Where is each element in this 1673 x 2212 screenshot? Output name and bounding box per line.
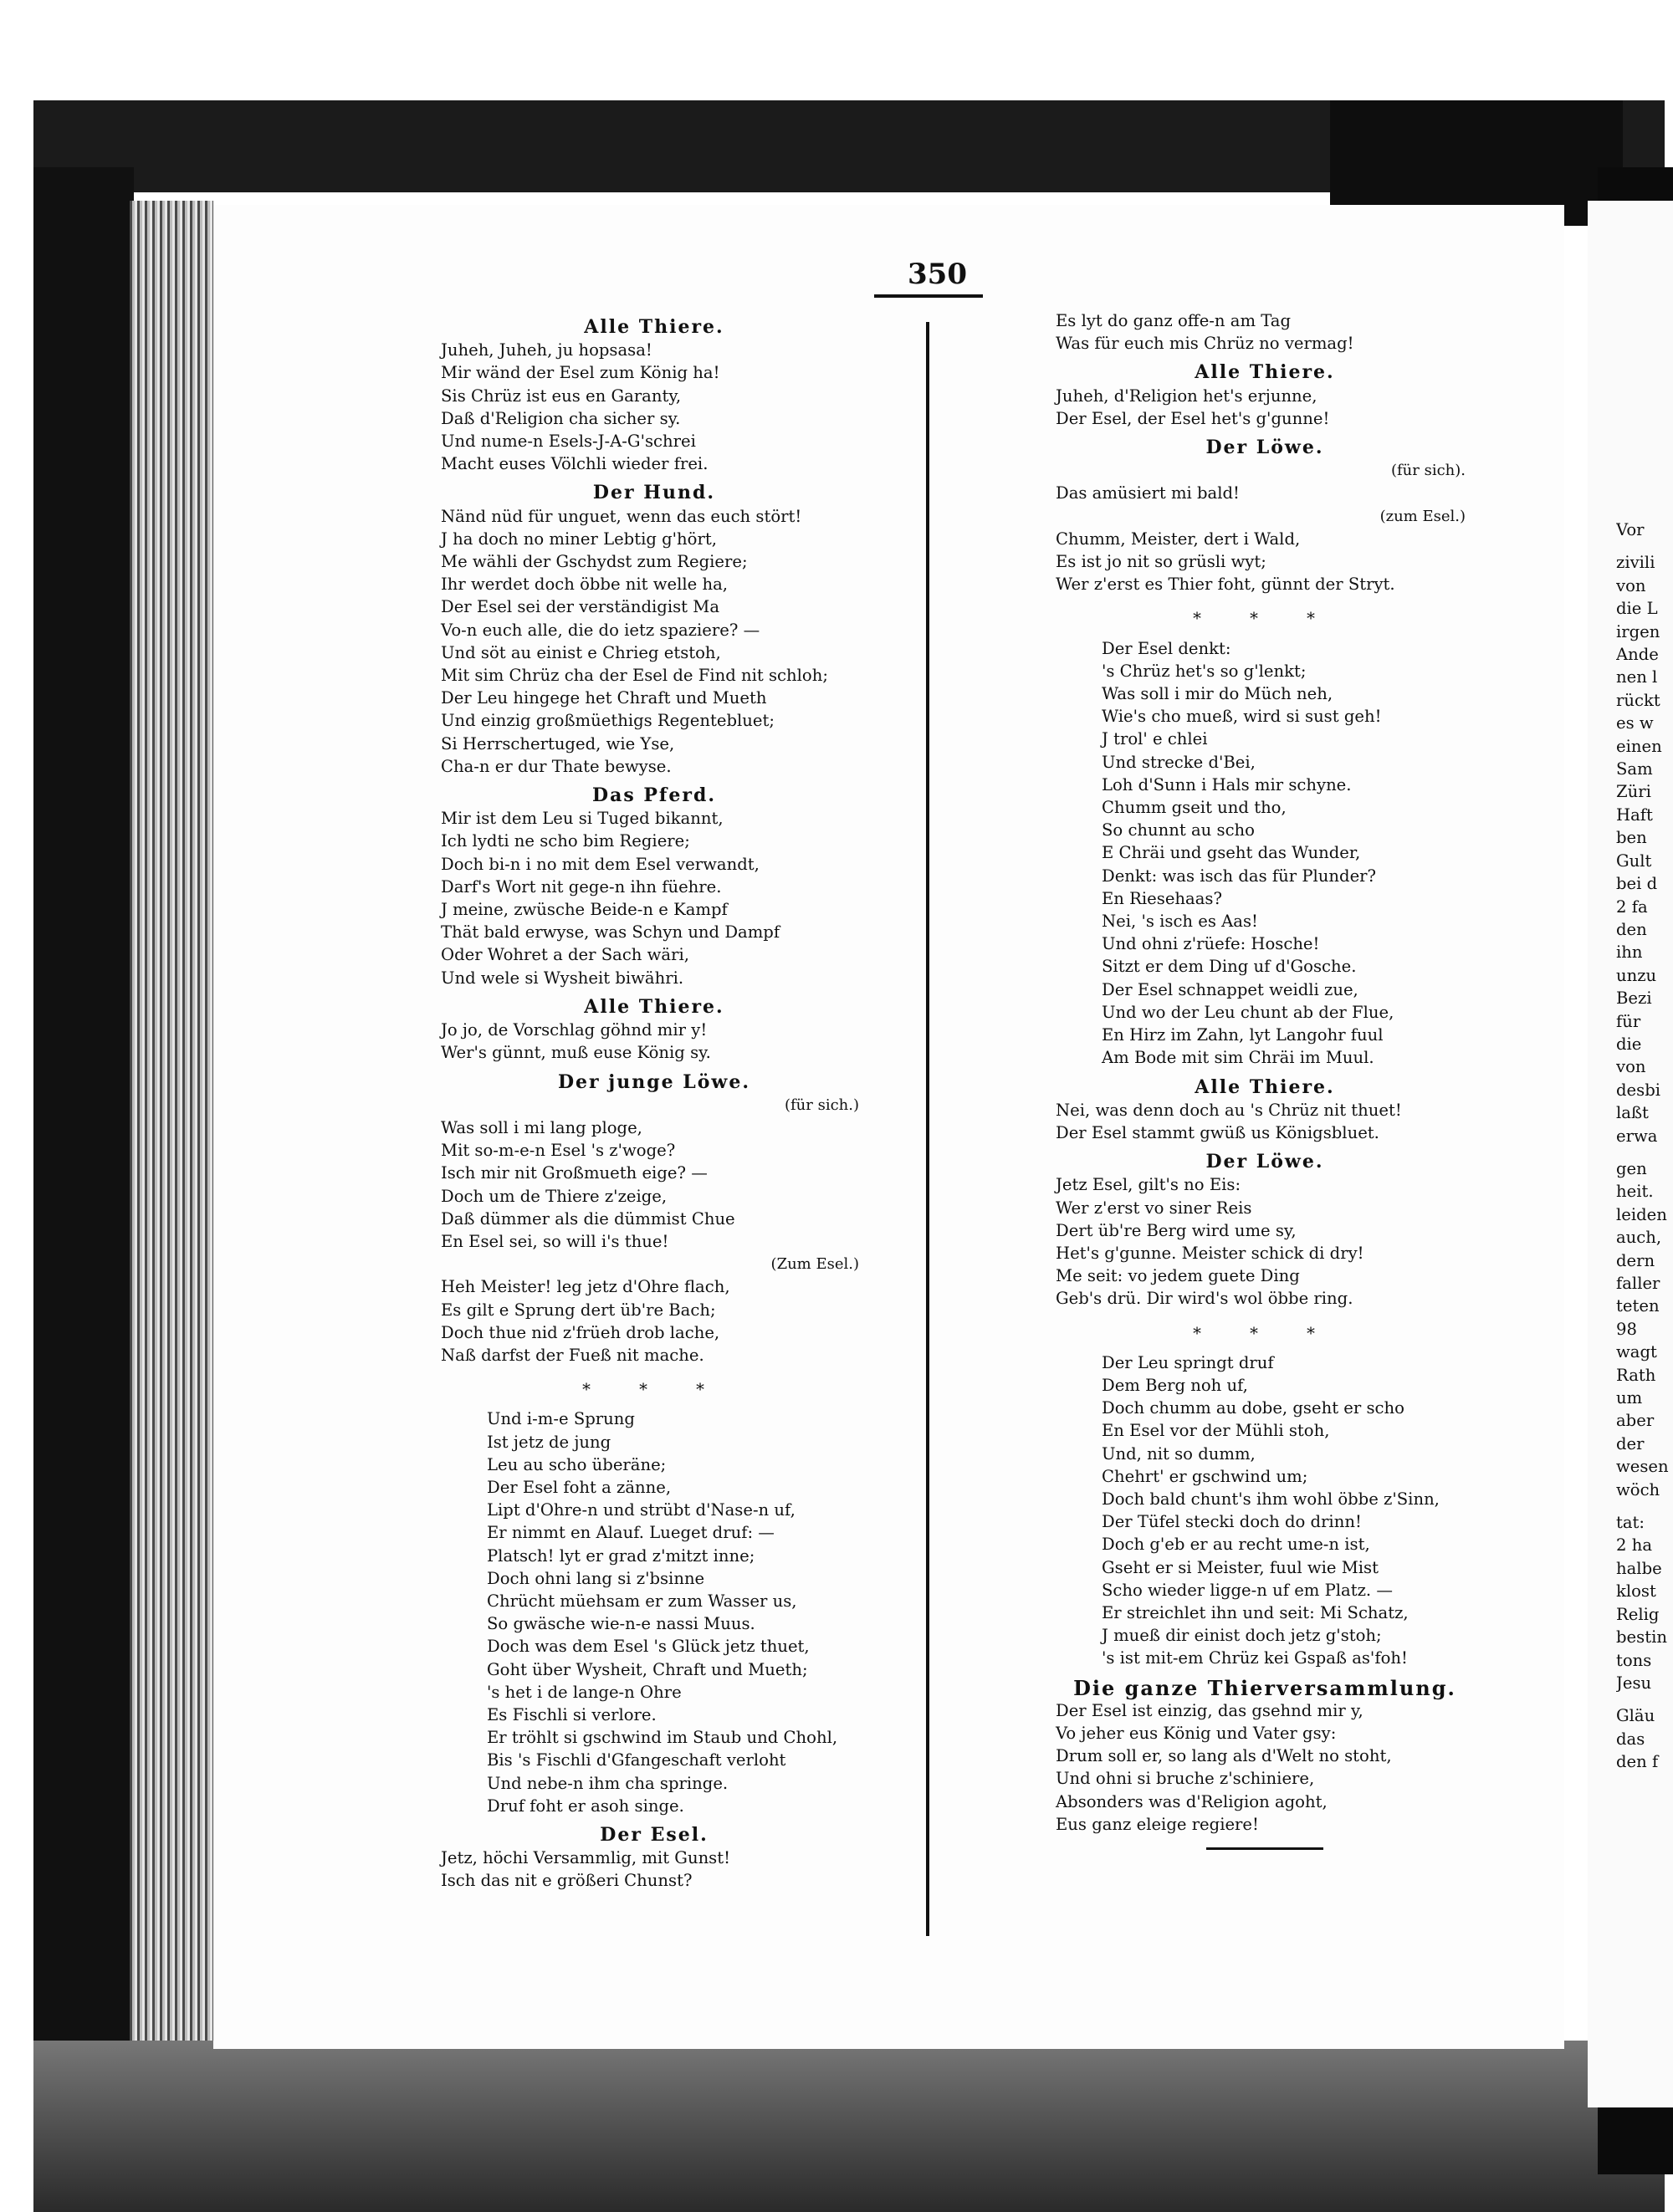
verse-line: Und ohni z'rüefe: Hosche! bbox=[1102, 934, 1320, 954]
verse-line: Geb's drü. Dir wird's wol öbbe ring. bbox=[1056, 1289, 1353, 1309]
verse-line: 's Chrüz het's so g'lenkt; bbox=[1102, 661, 1307, 681]
facing-page-fragment: laßt bbox=[1616, 1103, 1649, 1123]
verse-line: 's ist mit-em Chrüz kei Gspaß as'foh! bbox=[1102, 1648, 1408, 1668]
verse-line: Lipt d'Ohre-n und strübt d'Nase-n uf, bbox=[487, 1500, 796, 1520]
facing-page-fragment: der bbox=[1616, 1433, 1645, 1453]
verse-line: Nänd nüd für unguet, wenn das euch stört! bbox=[441, 506, 802, 526]
book-page-edges bbox=[130, 201, 213, 2057]
verse-line: Der Leu hingege het Chraft und Mueth bbox=[441, 688, 767, 708]
verse-line: Und strecke d'Bei, bbox=[1102, 752, 1256, 772]
verse-line: Es lyt do ganz offe-n am Tag bbox=[1056, 311, 1292, 330]
verse-line: Ich lydti ne scho bim Regiere; bbox=[441, 831, 690, 851]
verse-line: Scho wieder ligge-n uf em Platz. — bbox=[1102, 1580, 1393, 1600]
verse-line: Der Leu springt druf bbox=[1102, 1352, 1274, 1372]
verse-line: Der Esel stammt gwüß us Königsbluet. bbox=[1056, 1122, 1379, 1142]
verse-line: Goht über Wysheit, Chraft und Mueth; bbox=[487, 1659, 808, 1679]
verse-line: Gseht er si Meister, fuul wie Mist bbox=[1102, 1557, 1379, 1577]
verse-line: Der Esel sei der verständigist Ma bbox=[441, 597, 720, 617]
verse-line: Dem Berg noh uf, bbox=[1102, 1375, 1248, 1395]
verse-line: Und ohni si bruche z'schiniere, bbox=[1056, 1769, 1315, 1789]
verse-line: En Esel vor der Mühli stoh, bbox=[1102, 1421, 1330, 1441]
facing-page-fragment: gen bbox=[1616, 1158, 1647, 1178]
verse-line: Und nebe-n ihm cha springe. bbox=[487, 1773, 729, 1793]
verse-line: 's het i de lange-n Ohre bbox=[487, 1682, 682, 1702]
verse-line: Si Herrschertuged, wie Yse, bbox=[441, 733, 675, 754]
verse-line: Juheh, Juheh, ju hopsasa! bbox=[441, 340, 652, 360]
verse-line: Er nimmt en Alauf. Lueget druf: — bbox=[487, 1523, 775, 1543]
verse-line: Isch das nit e größeri Chunst? bbox=[441, 1871, 693, 1891]
verse-line: So gwäsche wie-n-e nassi Muus. bbox=[487, 1614, 755, 1634]
verse-line: Jo jo, de Vorschlag göhnd mir y! bbox=[441, 1020, 708, 1040]
speaker-heading: Alle Thiere. bbox=[1195, 361, 1335, 384]
page-number: 350 bbox=[908, 258, 967, 291]
facing-page-fragment: Gult bbox=[1616, 851, 1652, 871]
facing-page-fragment: das bbox=[1616, 1729, 1645, 1749]
verse-line: Mit sim Chrüz cha der Esel de Find nit schloh; bbox=[441, 666, 828, 686]
verse-line: Ist jetz de jung bbox=[487, 1432, 611, 1452]
verse-line: En Hirz im Zahn, lyt Langohr fuul bbox=[1102, 1025, 1384, 1045]
verse-line: Naß darfst der Fueß nit mache. bbox=[441, 1345, 704, 1365]
verse-line: Wer's günnt, muß euse König sy. bbox=[441, 1043, 711, 1063]
facing-page-fragment: rückt bbox=[1616, 690, 1660, 710]
verse-line: Und einzig großmüethigs Regentebluet; bbox=[441, 711, 775, 731]
right-text-column bbox=[1056, 309, 1474, 1850]
verse-line: Daß dümmer als die dümmist Chue bbox=[441, 1208, 735, 1229]
facing-page-fragment: teten bbox=[1616, 1296, 1660, 1316]
verse-line: Denkt: was isch das für Plunder? bbox=[1102, 866, 1377, 886]
verse-line: Leu au scho überäne; bbox=[487, 1454, 667, 1474]
verse-line: Platsch! lyt er grad z'mitzt inne; bbox=[487, 1545, 755, 1566]
facing-page-fragment: einen bbox=[1616, 736, 1662, 756]
verse-line: Druf foht er asoh singe. bbox=[487, 1796, 684, 1816]
facing-page-fragment: Bezi bbox=[1616, 989, 1652, 1009]
verse-line: Der Esel foht a zänne, bbox=[487, 1477, 672, 1497]
verse-line: Am Bode mit sim Chräi im Muul. bbox=[1102, 1048, 1374, 1068]
speaker-heading: Alle Thiere. bbox=[1195, 1075, 1335, 1098]
facing-page-fragment: von bbox=[1616, 1057, 1646, 1077]
verse-line: J mueß dir einist doch jetz g'stoh; bbox=[1102, 1626, 1382, 1646]
speaker-heading: Alle Thiere. bbox=[584, 316, 724, 338]
facing-page-fragment: dern bbox=[1616, 1250, 1655, 1270]
closing-rule bbox=[1206, 1847, 1323, 1850]
facing-page-fragment: Haft bbox=[1616, 805, 1653, 825]
verse-line: Es Fischli si verlore. bbox=[487, 1704, 657, 1724]
speaker-heading: Der Hund. bbox=[592, 482, 716, 504]
facing-page-fragment: den f bbox=[1616, 1752, 1659, 1772]
verse-line: Jetz, höchi Versammlig, mit Gunst! bbox=[441, 1848, 730, 1868]
verse-line: So chunnt au scho bbox=[1102, 820, 1255, 840]
verse-line: J meine, zwüsche Beide-n e Kampf bbox=[441, 900, 728, 920]
verse-line: Und nume-n Esels-J-A-G'schrei bbox=[441, 432, 696, 452]
verse-line: Me wähli der Gschydst zum Regiere; bbox=[441, 552, 748, 572]
verse-line: Was für euch mis Chrüz no vermag! bbox=[1056, 334, 1354, 354]
facing-page-fragment: Gläu bbox=[1616, 1706, 1655, 1726]
verse-line: Der Esel, der Esel het's g'gunne! bbox=[1056, 408, 1330, 428]
verse-line: Oder Wohret a der Sach wäri, bbox=[441, 945, 689, 965]
facing-page-fragment: Züri bbox=[1616, 782, 1651, 802]
speaker-heading: Der junge Löwe. bbox=[557, 1070, 751, 1093]
verse-line: Chehrt' er gschwind um; bbox=[1102, 1466, 1308, 1486]
speaker-heading: Die ganze Thierversammlung. bbox=[1073, 1675, 1456, 1700]
facing-page-fragment: unzu bbox=[1616, 965, 1657, 985]
verse-line: Und i-m-e Sprung bbox=[487, 1409, 635, 1429]
facing-page-fragment: ihn bbox=[1616, 943, 1643, 963]
facing-page-fragment: irgen bbox=[1616, 621, 1660, 641]
verse-line: Chumm gseit und tho, bbox=[1102, 798, 1287, 818]
facing-page-fragment: auch, bbox=[1616, 1228, 1662, 1248]
verse-line: Doch ohni lang si z'bsinne bbox=[487, 1568, 705, 1588]
verse-line: Er streichlet ihn und seit: Mi Schatz, bbox=[1102, 1602, 1409, 1622]
stage-direction: (zum Esel.) bbox=[1379, 507, 1466, 525]
verse-line: Daß d'Religion cha sicher sy. bbox=[441, 408, 681, 428]
verse-line: Und söt au einist e Chrieg etstoh, bbox=[441, 642, 721, 662]
verse-line: Juheh, d'Religion het's erjunne, bbox=[1056, 386, 1317, 406]
verse-line: Darf's Wort nit gege-n ihn füehre. bbox=[441, 876, 722, 897]
page-number-rule bbox=[874, 294, 983, 298]
verse-line: Wer z'erst vo siner Reis bbox=[1056, 1198, 1252, 1218]
verse-line: Er tröhlt si gschwind im Staub und Chohl, bbox=[487, 1728, 838, 1748]
verse-line: Vo-n euch alle, die do ietz spaziere? — bbox=[441, 620, 760, 640]
facing-page-fragment: klost bbox=[1616, 1581, 1656, 1602]
verse-line: Der Esel ist einzig, das gsehnd mir y, bbox=[1056, 1700, 1363, 1720]
speaker-heading: Der Löwe. bbox=[1205, 1151, 1324, 1173]
verse-line: Doch chumm au dobe, gseht er scho bbox=[1102, 1398, 1404, 1418]
facing-page-fragment: zivili bbox=[1616, 553, 1655, 573]
facing-page-fragment: Sam bbox=[1616, 759, 1653, 779]
facing-page-fragment: nen l bbox=[1616, 667, 1658, 687]
verse-line: Sis Chrüz ist eus en Garanty, bbox=[441, 386, 682, 406]
verse-line: Ihr werdet doch öbbe nit welle ha, bbox=[441, 575, 729, 595]
facing-page-fragment: Vor bbox=[1616, 520, 1645, 539]
verse-line: Absonders was d'Religion agoht, bbox=[1056, 1791, 1328, 1811]
verse-line: Es gilt e Sprung dert üb're Bach; bbox=[441, 1300, 716, 1320]
speaker-heading: Alle Thiere. bbox=[584, 995, 724, 1018]
section-stars: * * * bbox=[582, 1380, 726, 1400]
facing-page-fragment: 98 bbox=[1616, 1319, 1637, 1339]
verse-line: Doch bi-n i no mit dem Esel verwandt, bbox=[441, 854, 760, 874]
facing-page-fragment: halbe bbox=[1616, 1558, 1662, 1578]
facing-page-fragment: Jesu bbox=[1616, 1673, 1652, 1693]
verse-line: Sitzt er dem Ding uf d'Gosche. bbox=[1102, 957, 1357, 977]
facing-page-fragment: aber bbox=[1616, 1411, 1655, 1431]
verse-line: Isch mir nit Großmueth eige? — bbox=[441, 1163, 708, 1183]
book-spine-shadow bbox=[33, 167, 134, 2091]
verse-line: E Chräi und gseht das Wunder, bbox=[1102, 843, 1361, 863]
verse-line: Bis 's Fischli d'Gfangeschaft verloht bbox=[487, 1750, 786, 1770]
verse-line: Mir ist dem Leu si Tuged bikannt, bbox=[441, 809, 724, 829]
verse-line: En Riesehaas? bbox=[1102, 888, 1222, 908]
facing-page-text-fragments bbox=[1616, 519, 1673, 1774]
facing-page-fragment: Ande bbox=[1616, 645, 1659, 665]
speaker-heading: Das Pferd. bbox=[591, 784, 716, 807]
stage-direction: (Zum Esel.) bbox=[770, 1255, 859, 1274]
verse-line: Nei, 's isch es Aas! bbox=[1102, 912, 1258, 932]
verse-line: Der Esel denkt: bbox=[1102, 638, 1231, 658]
verse-line: Und, nit so dumm, bbox=[1102, 1443, 1256, 1464]
verse-line: Heh Meister! leg jetz d'Ohre flach, bbox=[441, 1277, 730, 1297]
facing-page-fragment: es w bbox=[1616, 713, 1654, 733]
facing-page-fragment: ben bbox=[1616, 828, 1647, 848]
facing-page-fragment: für bbox=[1616, 1011, 1641, 1031]
verse-line: Loh d'Sunn i Hals mir schyne. bbox=[1102, 774, 1352, 794]
facing-page-fragment: 2 ha bbox=[1616, 1535, 1652, 1556]
verse-line: Wie's cho mueß, wird si sust geh! bbox=[1102, 707, 1382, 727]
facing-page-fragment: wagt bbox=[1616, 1342, 1657, 1362]
verse-line: Me seit: vo jedem guete Ding bbox=[1056, 1266, 1300, 1286]
facing-page-fragment: tons bbox=[1616, 1650, 1652, 1670]
facing-page-fragment: Relig bbox=[1616, 1604, 1660, 1624]
verse-line: Dert üb're Berg wird ume sy, bbox=[1056, 1220, 1297, 1240]
verse-line: Mir wänd der Esel zum König ha! bbox=[441, 363, 720, 383]
verse-line: Wer z'erst es Thier foht, günnt der Stryt. bbox=[1056, 575, 1395, 595]
verse-line: Das amüsiert mi bald! bbox=[1056, 483, 1240, 503]
facing-page-fragment: faller bbox=[1616, 1274, 1660, 1293]
facing-page-fragment: leiden bbox=[1616, 1204, 1667, 1224]
facing-page-fragment: bei d bbox=[1616, 874, 1658, 894]
verse-line: Drum soll er, so lang als d'Welt no stoht, bbox=[1056, 1746, 1392, 1766]
facing-page-fragment: heit. bbox=[1616, 1182, 1654, 1202]
verse-line: J trol' e chlei bbox=[1102, 729, 1208, 749]
facing-page-fragment: tat: bbox=[1616, 1513, 1645, 1533]
verse-line: Vo jeher eus König und Vater gsy: bbox=[1056, 1723, 1337, 1743]
verse-line: Mit so-m-e-n Esel 's z'woge? bbox=[441, 1141, 676, 1161]
facing-page-fragment: von bbox=[1616, 575, 1646, 595]
verse-line: Doch g'eb er au recht ume-n ist, bbox=[1102, 1535, 1370, 1555]
section-stars: * * * bbox=[1193, 1323, 1337, 1343]
verse-line: Nei, was denn doch au 's Chrüz nit thuet! bbox=[1056, 1100, 1402, 1120]
facing-page-fragment: Rath bbox=[1616, 1365, 1656, 1385]
facing-page-fragment: die L bbox=[1616, 599, 1658, 619]
speaker-heading: Der Esel. bbox=[600, 1824, 709, 1846]
stage-direction: (für sich). bbox=[1390, 462, 1466, 480]
verse-line: Was soll i mir do Müch neh, bbox=[1102, 684, 1333, 704]
verse-line: Thät bald erwyse, was Schyn und Dampf bbox=[441, 922, 780, 943]
verse-line: Und wo der Leu chunt ab der Flue, bbox=[1102, 1002, 1394, 1022]
verse-line: Doch thue nid z'früeh drob lache, bbox=[441, 1322, 720, 1342]
facing-page-fragment: den bbox=[1616, 919, 1647, 939]
scan-shadow-bottom bbox=[33, 2041, 1665, 2212]
column-divider bbox=[926, 322, 929, 1936]
facing-page-fragment: bestin bbox=[1616, 1627, 1667, 1648]
verse-line: Es ist jo nit so grüsli wyt; bbox=[1056, 552, 1266, 572]
verse-line: Eus ganz eleige regiere! bbox=[1056, 1814, 1259, 1834]
verse-line: Chumm, Meister, dert i Wald, bbox=[1056, 529, 1301, 549]
facing-page-fragment: wöch bbox=[1616, 1479, 1660, 1499]
verse-line: Doch bald chunt's ihm wohl öbbe z'Sinn, bbox=[1102, 1489, 1440, 1509]
facing-page-fragment: wesen bbox=[1616, 1457, 1669, 1477]
facing-page-fragment: erwa bbox=[1616, 1126, 1658, 1146]
verse-line: Jetz Esel, gilt's no Eis: bbox=[1056, 1175, 1241, 1195]
facing-page-fragment: desbi bbox=[1616, 1080, 1661, 1100]
speaker-heading: Der Löwe. bbox=[1205, 437, 1324, 459]
verse-line: Doch um de Thiere z'zeige, bbox=[441, 1186, 668, 1206]
section-stars: * * * bbox=[1193, 609, 1337, 629]
verse-line: Was soll i mi lang ploge, bbox=[441, 1117, 642, 1137]
verse-line: Doch was dem Esel 's Glück jetz thuet, bbox=[487, 1637, 810, 1657]
verse-line: Und wele si Wysheit biwähri. bbox=[441, 968, 684, 988]
facing-page-fragment: 2 fa bbox=[1616, 897, 1648, 917]
verse-line: Cha-n er dur Thate bewyse. bbox=[441, 756, 672, 776]
facing-page-fragment: um bbox=[1616, 1388, 1643, 1408]
verse-line: J ha doch no miner Lebtig g'hört, bbox=[441, 529, 717, 549]
verse-line: Macht euses Völchli wieder frei. bbox=[441, 454, 709, 474]
verse-line: En Esel sei, so will i's thue! bbox=[441, 1231, 669, 1251]
facing-page-fragment: die bbox=[1616, 1034, 1642, 1054]
verse-line: Der Esel schnappet weidli zue, bbox=[1102, 979, 1358, 999]
verse-line: Der Tüfel stecki doch do drinn! bbox=[1102, 1512, 1362, 1532]
stage-direction: (für sich.) bbox=[784, 1096, 859, 1114]
left-text-column bbox=[441, 309, 867, 1893]
verse-line: Chrücht müehsam er zum Wasser us, bbox=[487, 1591, 797, 1611]
verse-line: Het's g'gunne. Meister schick di dry! bbox=[1056, 1243, 1364, 1263]
